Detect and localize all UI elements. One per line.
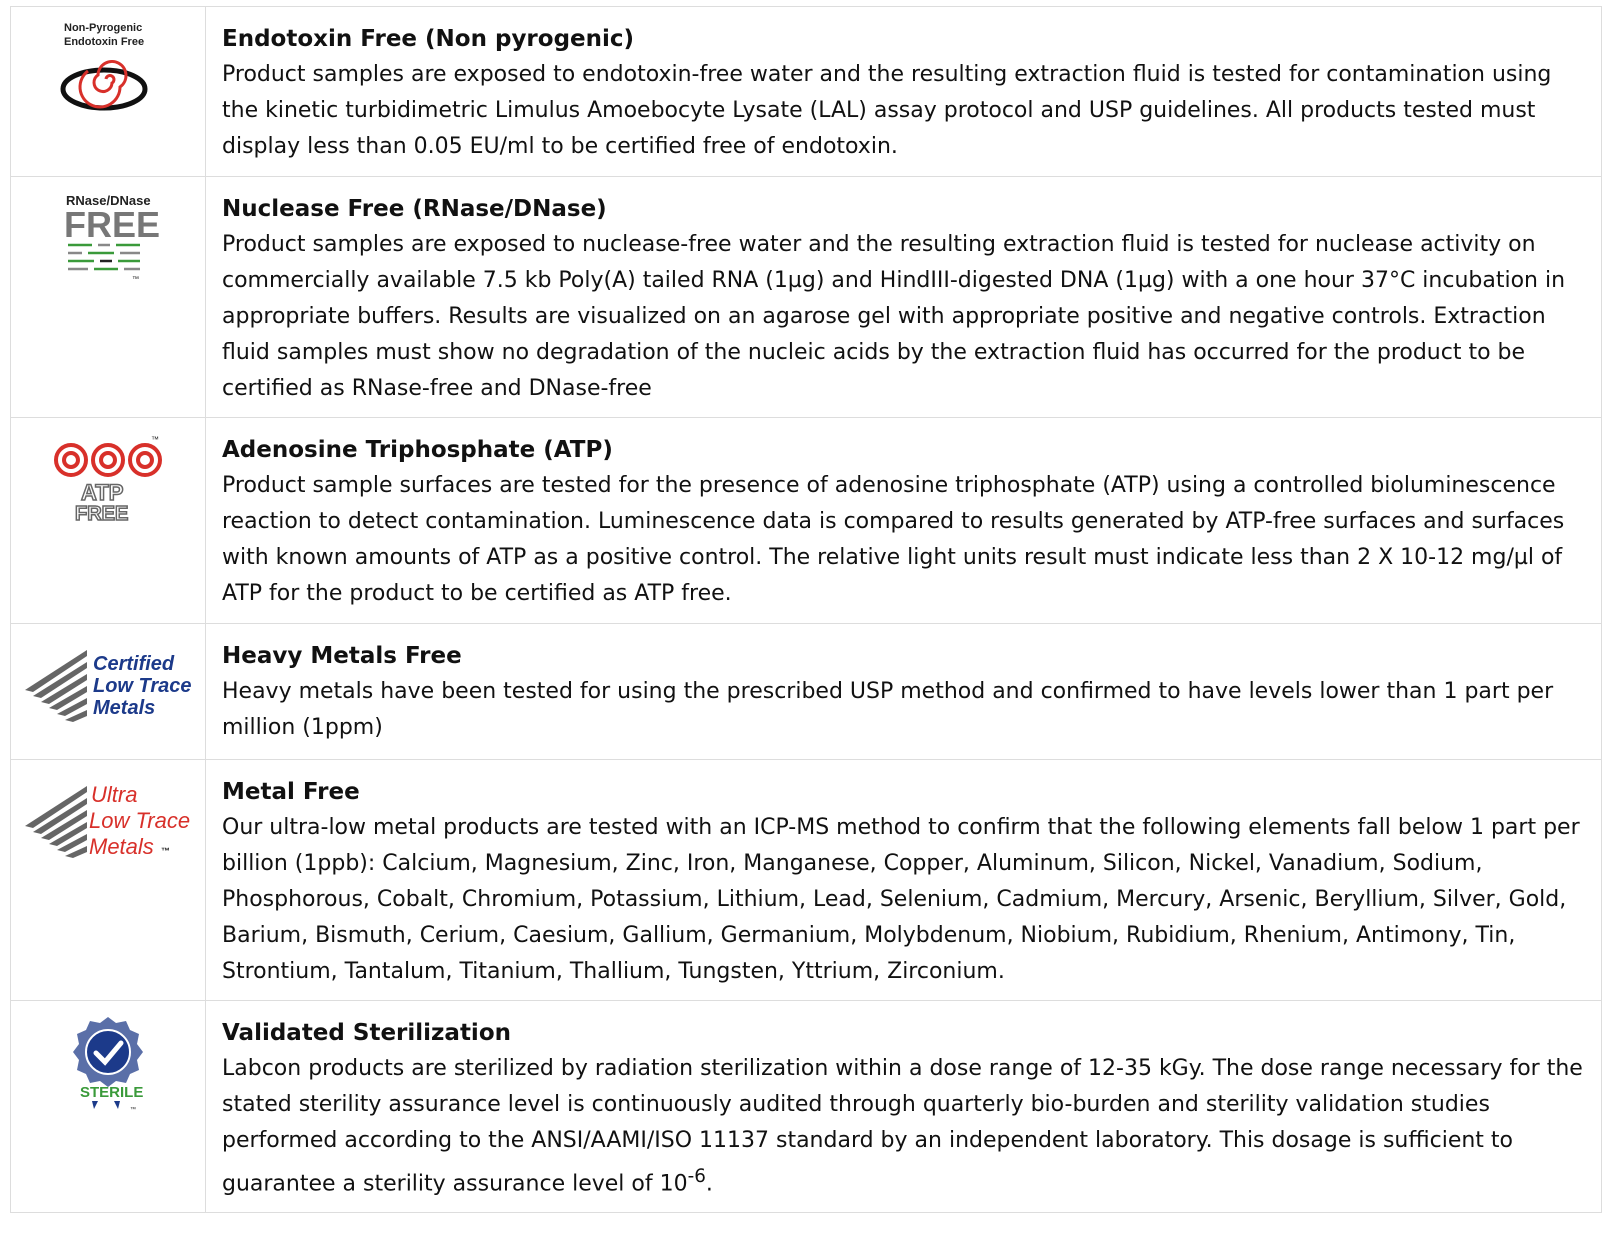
icon-label-free: FREE — [64, 204, 161, 245]
rnase-dnase-free-icon — [48, 191, 168, 291]
ultra-low-trace-metals-icon — [23, 776, 193, 866]
icon-cell — [11, 418, 206, 624]
row-title: Endotoxin Free (Non pyrogenic) — [222, 26, 635, 52]
icon-label-sterile: STERILE — [80, 1084, 144, 1101]
row-body: Product samples are exposed to endotoxin-free water and the resulting extraction fluid is tested for contamination using the kinetic turbidimetric Limulus Amoebocyte Lysate (LAL) assay protocol and USP guidelines. All products tested must display less than 0.05 EU/ml to be certified free of endotoxin. — [222, 62, 1552, 159]
icon-label-line1: Non-Pyrogenic — [64, 22, 143, 34]
row-body-end: . — [705, 1171, 713, 1197]
trademark-mark: ™ — [161, 846, 170, 856]
icon-label-line3: Metals — [89, 834, 154, 859]
row-body: Heavy metals have been tested for using the prescribed USP method and confirmed to have levels lower than 1 part per million (1ppm) — [222, 679, 1554, 740]
non-pyrogenic-endotoxin-free-icon — [48, 19, 168, 119]
table-row — [11, 1001, 1602, 1213]
table-row — [11, 624, 1602, 760]
description-cell — [206, 418, 1602, 624]
table-row — [11, 760, 1602, 1001]
icon-label-line3: Metals — [93, 697, 156, 719]
icon-label-free: FREE — [75, 503, 129, 525]
description-cell — [206, 624, 1602, 760]
icon-cell — [11, 760, 206, 1001]
description-cell — [206, 1001, 1602, 1213]
sterile-badge-icon — [58, 1013, 158, 1113]
icon-cell — [11, 1001, 206, 1213]
icon-label-line1: RNase/DNase — [66, 193, 151, 208]
icon-label-line2: Low Trace — [89, 808, 191, 833]
row-body: Product samples are exposed to nuclease-free water and the resulting extraction fluid is tested for nuclease activity on commercially available 7.5 kb Poly(A) tailed RNA (1µg) and HindIII-digested DNA (1µg) with a one hour 37°C incubation in appropriate buffers. Results are visualized on an agarose gel with appropriate positive and negative controls. Extraction fluid samples must show no degradation of the nucleic acids by the extraction fluid has occurred for the product to be certified as RNase-free and DNase-free — [222, 232, 1566, 401]
icon-label-line1: Ultra — [91, 782, 138, 807]
description-cell — [206, 177, 1602, 418]
description-cell — [206, 760, 1602, 1001]
icon-cell — [11, 177, 206, 418]
row-title: Adenosine Triphosphate (ATP) — [222, 437, 613, 463]
row-body — [222, 1051, 1585, 1202]
certified-low-trace-metals-icon — [23, 640, 193, 730]
icon-cell — [11, 624, 206, 760]
icon-label-atp: ATP — [81, 480, 124, 505]
icon-cell — [11, 7, 206, 177]
table-row — [11, 7, 1602, 177]
row-body: Our ultra-low metal products are tested with an ICP-MS method to confirm that the following elements fall below 1 part per billion (1ppb): Calcium, Magnesium, Zinc, Iron, Manganese, Copper, Aluminum, Silicon, Nickel, Vanadium, Sodium, Phosphorous, Cobalt, Chromium, Potassium, Lithium, Lead, Selenium, Cadmium, Mercury, Arsenic, Beryllium, Silver, Gold, Barium, Bismuth, Cerium, Caesium, Gallium, Germanium, Molybdenum, Niobium, Rubidium, Rhenium, Antimony, Tin, Strontium, Tantalum, Titanium, Thallium, Tungsten, Yttrium, Zirconium. — [222, 815, 1580, 984]
atp-free-icon — [43, 430, 173, 530]
certification-table — [10, 6, 1602, 1213]
row-title: Metal Free — [222, 779, 360, 805]
icon-label-line2: Low Trace — [93, 675, 192, 697]
row-title: Nuclease Free (RNase/DNase) — [222, 196, 607, 222]
icon-label-line1: Certified — [93, 653, 175, 675]
row-title: Validated Sterilization — [222, 1020, 511, 1046]
row-title: Heavy Metals Free — [222, 643, 462, 669]
row-body: Product sample surfaces are tested for the presence of adenosine triphosphate (ATP) using a controlled bioluminescence reaction to detect contamination. Luminescence data is compared to results generated by ATP-free surfaces and surfaces with known amounts of ATP as a positive control. The relative light units result must indicate less than 2 X 10-12 mg/µl of ATP for the product to be certified as ATP free. — [222, 473, 1565, 606]
row-body-superscript: -6 — [687, 1166, 706, 1187]
row-body-main: Labcon products are sterilized by radiation sterilization within a dose range of 12-35 kGy. The dose range necessary for the stated sterility assurance level is continuously audited through quarterly bio-burden and sterility validation studies performed according to the ANSI/AAMI/ISO 11137 standard by an independent laboratory. This dosage is sufficient to guarantee a sterility assurance level of 10 — [222, 1056, 1583, 1197]
table-row — [11, 177, 1602, 418]
trademark-mark: ™ — [151, 435, 159, 444]
trademark-mark: ™ — [132, 276, 139, 283]
icon-label-line2: Endotoxin Free — [64, 36, 145, 48]
table-row — [11, 418, 1602, 624]
description-cell — [206, 7, 1602, 177]
trademark-mark: ™ — [130, 1107, 136, 1113]
